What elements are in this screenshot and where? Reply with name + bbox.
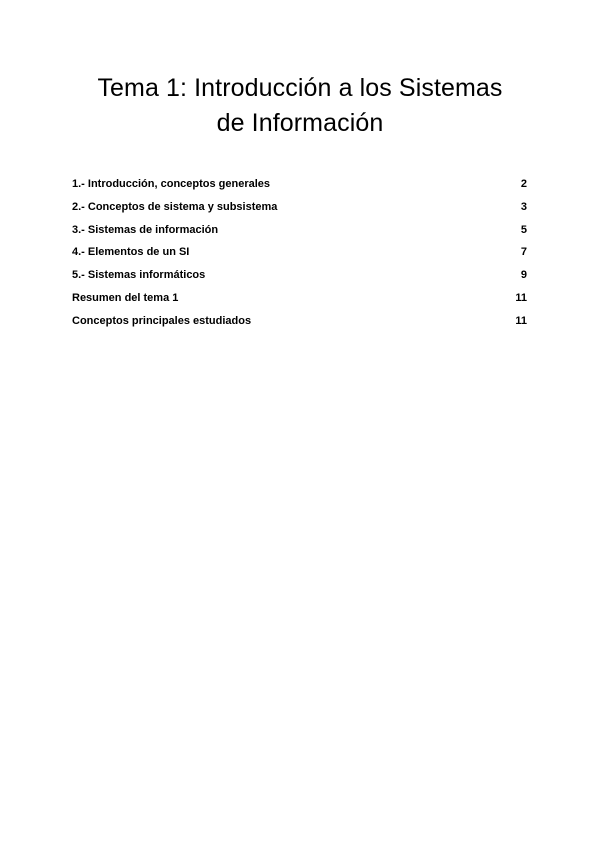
toc-entry-label: 2.- Conceptos de sistema y subsistema <box>72 200 278 213</box>
page-title-line-1: Tema 1: Introducción a los Sistemas <box>97 74 503 102</box>
toc-entry-label: 5.- Sistemas informáticos <box>72 269 206 282</box>
toc-entry-page: 7 <box>520 246 527 259</box>
toc-entry[interactable] <box>72 223 527 246</box>
toc-entry-label: 1.- Introducción, conceptos generales <box>72 178 271 190</box>
toc-entry-page: 3 <box>520 200 527 213</box>
toc-entry-page: 9 <box>520 269 527 282</box>
toc-entry[interactable] <box>72 245 527 268</box>
toc-entry[interactable] <box>72 314 527 337</box>
toc-entry[interactable] <box>72 268 527 291</box>
toc-entry[interactable] <box>72 177 527 200</box>
toc-entry-label: 3.- Sistemas de información <box>72 223 219 236</box>
toc-entry-page: 5 <box>520 223 527 236</box>
toc-entry-page: 11 <box>515 291 527 304</box>
toc-entry[interactable] <box>72 291 527 314</box>
toc-entry-label: 4.- Elementos de un SI <box>72 246 190 259</box>
toc-entry-page: 2 <box>520 178 527 190</box>
toc-entry-label: Resumen del tema 1 <box>72 291 179 304</box>
page-title-line-2: de Información <box>216 109 384 137</box>
page-title <box>60 71 540 141</box>
table-of-contents <box>72 177 527 337</box>
toc-entry[interactable] <box>72 200 527 223</box>
toc-entry-label: Conceptos principales estudiados <box>72 314 252 327</box>
toc-entry-page: 11 <box>515 314 527 327</box>
